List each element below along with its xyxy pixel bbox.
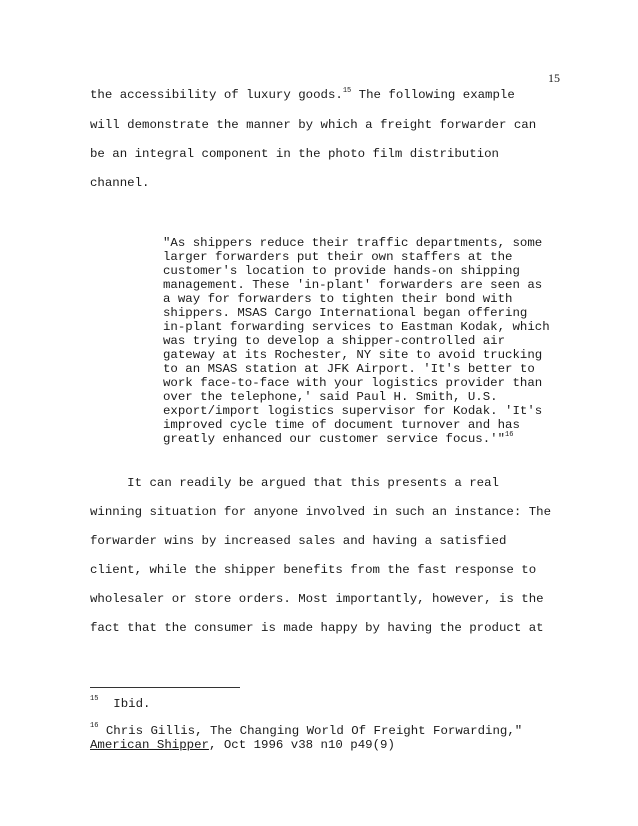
- paragraph-line: be an integral component in the photo film distribution: [90, 147, 499, 161]
- footnote-ref-15: 15: [342, 87, 352, 95]
- quote-line: to an MSAS station at JFK Airport. 'It's better to: [163, 362, 535, 376]
- paragraph-line: forwarder wins by increased sales and having a satisfied: [90, 534, 507, 548]
- quote-line: work face-to-face with your logistics provider than: [163, 376, 543, 390]
- page-number: 15: [548, 71, 560, 85]
- footnote-16-cont: [90, 738, 395, 752]
- footnote-divider: [90, 687, 240, 688]
- quote-line: "As shippers reduce their traffic departments, some: [163, 236, 543, 250]
- quote-line: was trying to develop a shipper-controlled air: [163, 334, 506, 348]
- quote-line: gateway at its Rochester, NY site to avoid trucking: [163, 348, 543, 362]
- quote-line: a way for forwarders to tighten their bond with: [163, 292, 513, 306]
- paragraph-line: It can readily be argued that this presents a real: [90, 476, 499, 490]
- footnote-ref-16: 16: [505, 431, 514, 439]
- footnote-number: 16: [90, 722, 99, 730]
- paragraph-line: fact that the consumer is made happy by having the product at: [90, 621, 544, 635]
- quote-line: shippers. MSAS Cargo International began offering: [163, 306, 528, 320]
- paragraph-text: the accessibility of luxury goods.: [90, 88, 343, 102]
- quote-line: improved cycle time of document turnover and has: [163, 418, 520, 432]
- paragraph-line: client, while the shipper benefits from the fast response to: [90, 563, 537, 577]
- source-title: American Shipper: [90, 738, 209, 752]
- paragraph-line: [90, 88, 515, 102]
- quote-line: larger forwarders put their own staffers at the: [163, 250, 513, 264]
- footnote-number: 15: [90, 695, 99, 703]
- footnote-16: [90, 724, 522, 738]
- paragraph-line: channel.: [90, 176, 150, 190]
- paragraph-line: winning situation for anyone involved in such an instance: The: [90, 505, 552, 519]
- footnote-text: Ibid.: [98, 697, 151, 711]
- quote-text: greatly enhanced our customer service focus.'": [163, 432, 506, 446]
- footnote-text: , Oct 1996 v38 n10 p49(9): [208, 738, 395, 752]
- quote-line: over the telephone,' said Paul H. Smith, U.S.: [163, 390, 498, 404]
- quote-line: export/import logistics supervisor for Kodak. 'It's: [163, 404, 543, 418]
- footnote-text: Chris Gillis, The Changing World Of Freight Forwarding,": [98, 724, 523, 738]
- quote-line: management. These 'in-plant' forwarders are seen as: [163, 278, 543, 292]
- paragraph-line: will demonstrate the manner by which a freight forwarder can: [90, 118, 537, 132]
- quote-line: customer's location to provide hands-on shipping: [163, 264, 520, 278]
- footnote-15: [90, 697, 150, 711]
- quote-line: in-plant forwarding services to Eastman Kodak, which: [163, 320, 550, 334]
- paragraph-line: wholesaler or store orders. Most importantly, however, is the: [90, 592, 544, 606]
- paragraph-text: The following example: [351, 88, 515, 102]
- quote-line: [163, 432, 513, 446]
